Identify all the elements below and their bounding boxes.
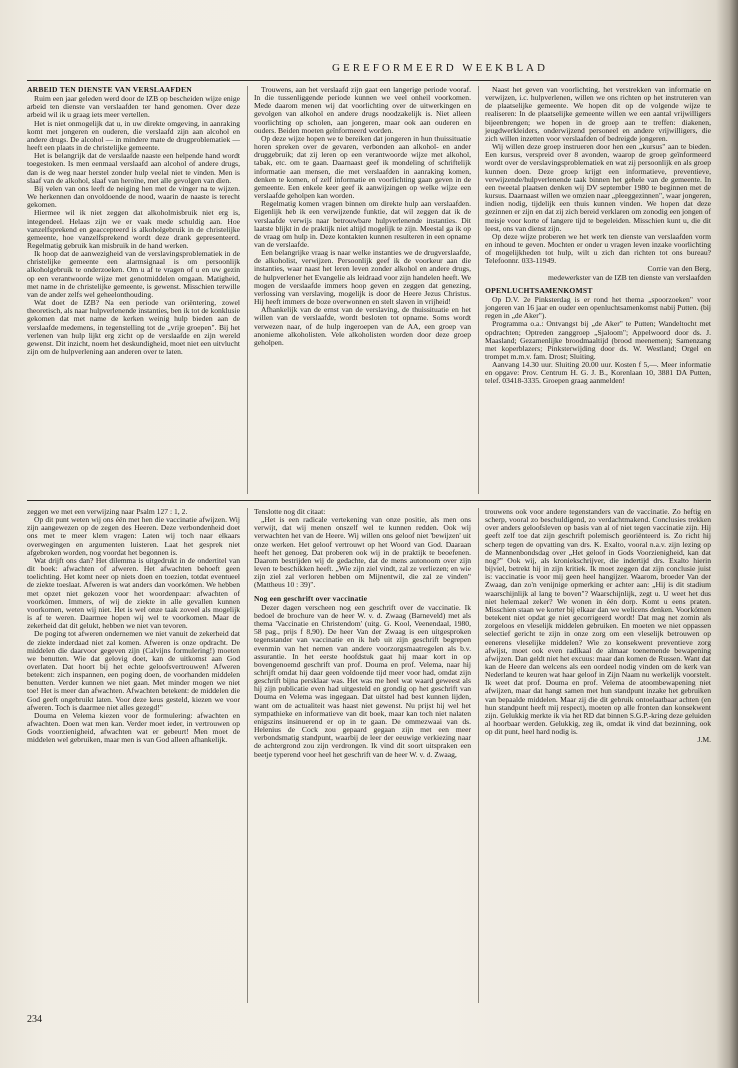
paragraph: Ik hoop dat de aanwezigheid van de verslavingsproblematiek in de christelijke gemeente een alarmsignaal is om persoonlijk alkoholgebruik te onderzoeken. Om u af te vragen of u en uw gezin op een verantwoorde wijze met genotmiddelen omgaan. Matigheid, met name in de christelijke gemeente, is gewenst. Misschien terwille van de ander zelfs wel geheelonthouding. xyxy=(27,249,240,299)
page-number: 234 xyxy=(27,1014,42,1025)
paragraph: Douma en Velema kiezen voor de formulering: afwachten en afwachten. Doen wat men kan. Verder moet ieder, in vertrouwen op Gods voorzienigheid, afwachten wat er gebeurt! Men moet de middelen wel gebruiken, maar men is van God alleen afhankelijk. xyxy=(27,710,240,745)
page-binding-shadow xyxy=(716,0,738,1068)
upper-column-1 xyxy=(27,86,240,356)
paragraph: De poging tot afweren ondernemen we niet vanuit de zekerheid dat de ziekte inderdaad niet zal komen. Afweren is onze opdracht. De middelen die daarvoor gegeven zijn (Calvijns formulering!) moeten we benutten. Wie dat gelovig doet, kan de uitkomst aan God overlaten. Dat hoort bij het echte geloofsvertrouwen! Afweren betekent: zich inspannen, een poging doen, de voorhanden middelen benutten. Verder kunnen we niet gaan. Met minder mogen we niet toe! Het is meer dan afwachten. Afwachten betekent: de middelen die God geeft ongebruikt laten. Voor deze keus gesteld, kiezen we voor afweren. Toch is daarmee niet alles gezegd!" xyxy=(27,629,240,712)
paragraph: Op deze wijze hopen we te bereiken dat jongeren in hun thuissituatie horen spreken over de gevaren, verbonden aan alkohol- en ander druggebruik; dat zij leren op een verantwoorde wijze met alkohol, tabak, etc. om te gaan. Daarnaast geef ik mondeling of schriftelijk informatie aan mensen, die met verslaafden in aanraking komen, denken te komen, of zelf informatie en voorlichting gaan geven in de gemeente. Een enkele keer geef ik aanwijzingen op welke wijze een verslaafde geholpen kan worden. xyxy=(254,133,471,201)
paragraph: Hiermee wil ik niet zeggen dat alkoholmisbruik niet erg is, integendeel. Helaas zijn we er vaak mede schuldig aan. Hoe vanzelfsprekend en geaccepteerd is alkoholgebruik in de christelijke gemeente, hoe vanzelfsprekend wordt deze drank gepresenteerd. Regelmatig gebruik kan misbruik in de hand werken. xyxy=(27,208,240,250)
paragraph: Afhankelijk van de ernst van de verslaving, de thuissituatie en het willen van de verslaafde, wordt besloten tot opname. Soms wordt verwezen naar, of de hulp ingeroepen van de AA, een groep van anonieme alkoholisten. Vele alkoholisten worden door deze groep geholpen. xyxy=(254,305,471,347)
paragraph: Wat drijft ons dan? Het dilemma is uitgedrukt in de ondertitel van dit boek: afwachten of afweren. Het afwachten behoeft geen toelichting. Het komt neer op niets doen en toezien, totdat eventueel de ziekte toeslaat. Afweren is wat anders dan voorkómen. We hebben met opzet niet gekozen voor het woordenpaar: afwachten of voorkómen. Immers, of wij de ziekte in alle gevallen kunnen voorkomen, weten wij niet. Het is wel onze taak zoveel als mogelijk is af te weren. Daarmee hopen wij wel te voorkomen. Maar de zekerheid dat dit gelukt, hebben we niet van tevoren. xyxy=(27,555,240,631)
paragraph: Wat doet de IZB? Na een periode van oriëntering, zowel theoretisch, als naar hulpverlenende instanties, ben ik tot de konklusie gekomen dat met name de kerken weinig hulp bieden aan de verslaafde medemens, in tegenstelling tot de „vrije groepen". Bij het verlenen van hulp lijkt erg zicht op de verslaafde en zijn wereld gewenst. Dit inzicht, noem het deskundigheid, moet niet een uitvlucht zijn om de hulpverlening aan anderen over te laten. xyxy=(27,298,240,356)
lower-column-3 xyxy=(485,508,711,745)
paragraph: Aanvang 14.30 uur. Sluiting 20.00 uur. Kosten f 5,—. Meer informatie en opgave: Prov. Centrum H. G. J. B., Korenlaan 10, 3881 DA Putten, telef. 03418-3335. Groepen graag aanmelden! xyxy=(485,360,711,386)
paragraph: Op dit punt weten wij ons één met hen die vaccinatie afwijzen. Wij zijn aangewezen op de zegen des Heeren. Deze verbondenheid doet ons met te meer klem vragen: Laten wij toch naar elkaars overwegingen en argumenten luisteren. Laat het gesprek niet afgebroken worden, nog voordat het begonnen is. xyxy=(27,515,240,557)
masthead: GEREFORMEERD WEEKBLAD xyxy=(332,62,548,74)
article-heading: ARBEID TEN DIENSTE VAN VERSLAAFDEN xyxy=(27,85,192,94)
quotation: „Het is een radicale vertekening van onze positie, als men ons verwijt, dat wij menen onszelf wel te kunnen redden. Ook wij verwachten het van de Heere. Wij willen ons geloof niet 'bewijzen' uit onze werken. Het geloof vertrouwt op het Woord van God. Daaraan heeft het genoeg. Dat proberen ook wij in de praktijk te beoefenen. Daarom bestrijden wij de gedachte, dat de mens autonoom over zijn leven te beschikken heeft. „Wie zijn ziel vindt, zal ze verliezen; en wie zijn ziel zal verloren hebben om Mijnentwil, die zal ze vinden" (Mattheus 10 : 39)". xyxy=(254,515,471,590)
masthead-rule xyxy=(27,80,711,81)
paragraph: Het is niet onmogelijk dat u, in uw direkte omgeving, in aanraking komt met jongeren en ouderen, die verslaafd zijn aan alcohol en andere drugs. De alcohol — in mindere mate de drugproblematiek — heeft een plaats in de christelijke gemeente. xyxy=(27,118,240,153)
paragraph: Bij velen van ons leeft de neiging hen met de vinger na te wijzen. We herkennen dan onvoldoende de nood, waarin de naaste is terecht gekomen. xyxy=(27,183,240,210)
article-heading: Nog een geschrift over vaccinatie xyxy=(254,593,368,603)
signature-initials: J.M. xyxy=(697,735,711,745)
upper-column-2 xyxy=(254,86,471,347)
paragraph: Op D.V. 2e Pinksterdag is er rond het thema „spoorzoeken" voor jongeren van 16 jaar en ouder een openluchtsamenkomst nabij Putten. (bij regen in „de Aker"). xyxy=(485,294,711,321)
paragraph: Trouwens, aan het verslaafd zijn gaat een langerige periode vooraf. In die tussenliggende periode kunnen we veel onheil voorkomen. Mede daarom menen wij dat voorlichting over de uitwerkingen en gevolgen van alkohol en andere drugs noodzakelijk is. Niet alleen voorlichting op scholen, aan jongeren, maar ook aan ouderen en ouders. Beiden moeten geïnformeerd worden. xyxy=(254,85,471,135)
paragraph: Regelmatig komen vragen binnen om direkte hulp aan verslaafden. Eigenlijk heb ik een verwijzende funktie, dat wil zeggen dat ik de verslaafde verwijs naar betrouwbare hulpverlenende instanties. Dit laatste blijkt in de praktijk niet altijd mogelijk te zijn. Meestal ga ik op de vraag om hulp in. Deze kontakten kunnen resulteren in een opname van de verslaafde. xyxy=(254,199,471,249)
section-rule xyxy=(27,500,711,501)
lower-column-2 xyxy=(254,508,471,759)
article-heading: OPENLUCHTSAMENKOMST xyxy=(485,285,593,295)
paragraph: trouwens ook voor andere tegenstanders van de vaccinatie. Zo heftig en scherp, vooral zo beschuldigend, zo verdachtmakend. Conclusies trekken over anders geloofsleven op basis van al of niet tegen vaccinatie zijn. Hij geeft zelf toe dat zijn geschrift polemisch georiënteerd is. Zo richt hij scherp tegen de opvatting van drs. K. Exalto, vooral n.a.v. zijn lezing op de Mannenbondsdag over „Het geloof in Gods Voorzienigheid, kan dat nog?" Ook wij, als kroniekschrijver, die indertijd drs. Exalto hierin bijviel, betrekt hij in zijn kritiek. Ik moet zeggen dat zijn conclusie juist is: vaccinatie is voor mij geen heel hangijzer. Waarom, broeder Van der Zwaag, dan zo'n venijnige opmerking er achter aan: „Hij is dit stadium waarschijnlijk al lang te boven"? Waarschijnlijk, zegt u. U weet het dus niet helemaal zeker? We wonen in één dorp. Komt u eens praten. Misschien staan we korter bij elkaar dan we welicens denken. Voorkómen betekent niet opdat ge niet gecorrigeerd wordt! Dat mag net zomin als zorgeloos en vleselijk middelen gebruiken. En moeten we niet oppassen selectief gericht te zijn in onze zorg om een vleselijk betrouwen op eenerens vleselijke middelen? Wie zo konsekwent preventieve zorg afwijst, moet ook even radikaal de almaar toenemende bewapening afwijzen. Dan geldt niet het excuus: maar dan komen de Russen. Want dat kan de Heere dan welcens als een oordeel nodig vinden om de kerk van Nederland te keuren wat haar geloof in Zijn Naam nu werkelijk voorstelt. Ik weet dat prof. Douma en prof. Velema de atoombewapening niet afwijzen, maar dat hangt samen met hun standpunt inzake het gebruiken van bepaalde middelen. Maar zij die dit gebruik ontoelaatbaar achten (en hun standpunt heeft mij respect), moeten op alle fronten dan konsekwent zijn. Gelukkig merkte ik via het RD dat binnen S.G.P.-kring deze geluiden al hoorbaar werden. Gelukkig, zeg ik, omdat ik vind dat bezinning, ook op dit punt, heel hard nodig is. xyxy=(485,507,711,737)
paragraph: Ruim een jaar geleden werd door de IZB op bescheiden wijze enige arbeid ten dienste van verslaafden ter hand genomen. Over deze arbeid wil ik u graag iets meer vertellen. xyxy=(27,94,241,120)
lower-column-1 xyxy=(27,508,240,745)
column-divider xyxy=(247,508,248,1003)
paragraph: Programma o.a.: Ontvangst bij „de Aker" te Putten; Wandeltocht met opdrachten; Optreden zanggroep „Sjaloom"; Appelwoord door ds. J. Maasland; Gezamenlijke broodmaaltijd (brood meenemen); Samenzang met koperblazers; Pinksterwijding door ds. W. Westland; Orgel en trompet m.m.v. fam. Drost; Sluiting. xyxy=(485,319,711,361)
upper-column-3 xyxy=(485,86,711,386)
paragraph: Dezer dagen verscheen nog een geschrift over de vaccinatie. Ik bedoel de brochure van de heer W. v. d. Zwaag (Barneveld) met als thema 'Vaccinatie en Christendom' (uitg. G. Kool, Veenendaal, 1980, 58 pag., prijs f 8,90). De heer Van der Zwaag is een uitgesproken tegenstander van vaccinatie en ik heb uit zijn geschrift begrepen evenmin van het nemen van andere voorzorgsmaatregelen als b.v. assurantie. In het eerste hoofdstuk gaat hij maar kort in op bovengenoemd geschrift van prof. Douma en prof. Velema, naar hij schrijft omdat hij daar geen voldoende tijd meer voor had, omdat zijn geschrift bijna persklaar was. Het was me heel wat waard geweest als hij zijn publicatie even had uitgesteld en grondig op het geschrift van Douma en Velema was ingegaan. Dat uitstel had best kunnen lijden, want om de actualiteit was haast niet gewenst. Nu prijst hij wel het sympathieke en informatieve van dit boek, maar kan toch niet nalaten enigszins insinuerend er op in te gaan. De ommezwaai van ds. Helenius de Cock zou gepaard gegaan zijn met een meer verbondsmatig standpunt, waarbij de leer der eeuwige verkiezing naar de achtergrond zou zijn verdrongen. Ik vind dit soort uitspraken een beetje typerend voor heel het geschrift van de heer W. v. d. Zwaag, xyxy=(254,602,471,759)
paragraph: Het is belangrijk dat de verslaafde naaste een helpende hand wordt toegestoken. Is men eenmaal verslaafd aan alcohol of andere drugs, dan is de weg naar herstel zonder hulp veelal niet te vinden. Men is slaaf van de alkohol, slaaf van heroïne, met alle gevolgen van dien. xyxy=(27,151,240,185)
paragraph: Wij willen deze groep instrueren door hen een „kursus" aan te bieden. Een kursus, verspreid over 8 avonden, waarop de groep geïnformeerd wordt over de verslavingsproblematiek en wat zij persoonlijk en als groep kunnen doen. Deze groep krijgt een informatieve, preventieve, verwijzende/hulpverlenende taak binnen het gehele van de gemeente. In een tweetal plaatsen denken wij DV september 1980 te beginnen met de kursus. Daarnaast willen we omzien naar „pleeggezinnen", waar jongeren, indien nodig, tijdelijk een thuis kunnen vinden. We hopen dat deze gezinnen er zijn en dat zij zich bereid verklaren om zonodig een jongen of meisje voor korte of langere tijd te begeleiden. Misschien kunt u, die dit leest, ons van dienst zijn. xyxy=(485,142,711,233)
signature-role: medewerkster van de IZB ten dienste van verslaafden xyxy=(548,272,711,282)
paragraph: Tenslotte nog dit citaat: xyxy=(254,507,326,516)
paragraph: Een belangrijke vraag is naar welke instanties we de drugverslaafde, de alkoholist, verwijzen. Persoonlijk geef ik de voorkeur aan die instanties, waar naast het leren leven zonder alkohol en andere drugs, de hulpverlener het Evangelie als leidraad voor zijn handelen heeft. We mogen de verslaafde immers hoop geven en zeggen dat genezing, verlossing van verslaving, mogelijk is door de Heere Jezus Christus. Hij heeft immers de boze overwonnen en stelt slaven in vrijheid! xyxy=(254,248,471,307)
paragraph: Naast het geven van voorlichting, het verstrekken van informatie en verwijzen, i.c. hulpverlenen, willen we ons richten op het instruteren van de plaatselijke gemeente. We hopen dit op de volgende wijze te realiseren: In de plaatselijke gemeente willen we een aantal vrijwilligers bijeenbrengen; we hopen in de groep aan te treffen: diakenen, jeugdwerkleiders, onderwijzend personeel en andere vrijwilligers, die zich willen inzetten voor verslaafden of bedreigde jongeren. xyxy=(485,85,711,143)
column-divider xyxy=(247,86,248,494)
paragraph: Op deze wijze proberen we het werk ten dienste van verslaafden vorm en inhoud te geven. Mochten er onder u vragen leven inzake voorlichting of mogelijkheden tot hulp, wilt u zich dan richten tot ons bureau? Telefoonnr. 033-11949. xyxy=(485,231,711,266)
paragraph: zeggen we met een verwijzing naar Psalm 127 : 1, 2. xyxy=(27,507,188,516)
signature-name: Corrie van den Berg, xyxy=(647,264,711,274)
column-divider xyxy=(478,86,479,494)
column-divider xyxy=(478,508,479,1003)
